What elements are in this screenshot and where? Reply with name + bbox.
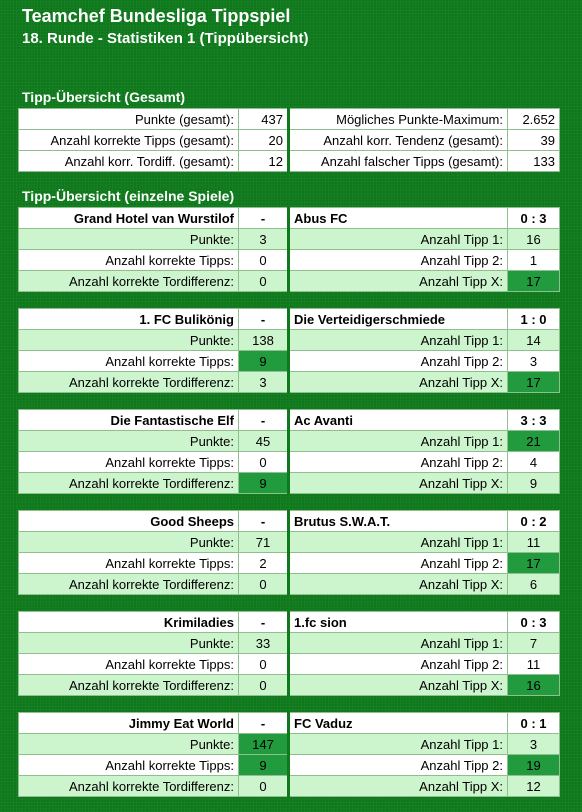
page-subtitle: 18. Runde - Statistiken 1 (Tippübersicht) [22,30,309,47]
correct-label: Anzahl korrekte Tipps: [19,250,239,271]
overall-value: 39 [508,130,560,151]
correct-label: Anzahl korrekte Tipps: [19,452,239,473]
points-label: Punkte: [19,229,239,250]
game-table [18,409,560,494]
overall-row [19,151,560,172]
tipx-value: 12 [508,776,560,797]
points-value: 45 [239,431,289,452]
tipx-label: Anzahl Tipp X: [289,574,508,595]
tipx-value: 16 [508,675,560,696]
tip2-value: 3 [508,351,560,372]
points-value: 3 [239,229,289,250]
away-team: Ac Avanti [289,410,508,431]
tip1-label: Anzahl Tipp 1: [289,229,508,250]
stat-row [19,250,560,271]
diff-value: 0 [239,574,289,595]
game-header [19,612,560,633]
tipx-label: Anzahl Tipp X: [289,776,508,797]
overall-value: 133 [508,151,560,172]
game-header [19,511,560,532]
stat-row [19,776,560,797]
page-title: Teamchef Bundesliga Tippspiel [22,6,291,26]
game-header [19,713,560,734]
tip1-value: 11 [508,532,560,553]
diff-value: 3 [239,372,289,393]
overall-row [19,109,560,130]
match-score: 0 : 1 [508,713,560,734]
overall-label: Punkte (gesamt): [19,109,239,130]
diff-value: 9 [239,473,289,494]
points-label: Punkte: [19,330,239,351]
stat-row [19,755,560,776]
stat-row [19,351,560,372]
tip1-label: Anzahl Tipp 1: [289,532,508,553]
away-team: 1.fc sion [289,612,508,633]
match-score: 0 : 3 [508,208,560,229]
home-team: Krimiladies [19,612,239,633]
diff-label: Anzahl korrekte Tordifferenz: [19,473,239,494]
stat-row [19,553,560,574]
diff-value: 0 [239,675,289,696]
correct-value: 0 [239,654,289,675]
tip2-label: Anzahl Tipp 2: [289,351,508,372]
tipx-label: Anzahl Tipp X: [289,372,508,393]
tip1-label: Anzahl Tipp 1: [289,330,508,351]
game-header [19,208,560,229]
diff-label: Anzahl korrekte Tordifferenz: [19,675,239,696]
tipx-value: 6 [508,574,560,595]
overall-label: Anzahl korr. Tordiff. (gesamt): [19,151,239,172]
vs-dash: - [239,410,289,431]
away-team: FC Vaduz [289,713,508,734]
stat-row [19,574,560,595]
game-table [18,207,560,292]
tipx-value: 9 [508,473,560,494]
points-value: 33 [239,633,289,654]
vs-dash: - [239,612,289,633]
overall-label: Anzahl korrekte Tipps (gesamt): [19,130,239,151]
tip2-label: Anzahl Tipp 2: [289,654,508,675]
match-score: 3 : 3 [508,410,560,431]
stat-row [19,271,560,292]
tip2-value: 19 [508,755,560,776]
diff-label: Anzahl korrekte Tordifferenz: [19,271,239,292]
game-header [19,309,560,330]
vs-dash: - [239,713,289,734]
tip1-value: 14 [508,330,560,351]
points-label: Punkte: [19,532,239,553]
tipx-label: Anzahl Tipp X: [289,271,508,292]
correct-label: Anzahl korrekte Tipps: [19,553,239,574]
correct-value: 9 [239,351,289,372]
tipx-label: Anzahl Tipp X: [289,473,508,494]
diff-label: Anzahl korrekte Tordifferenz: [19,372,239,393]
tip1-value: 7 [508,633,560,654]
overall-value: 2.652 [508,109,560,130]
tip2-label: Anzahl Tipp 2: [289,755,508,776]
tip1-label: Anzahl Tipp 1: [289,734,508,755]
points-label: Punkte: [19,633,239,654]
match-score: 0 : 3 [508,612,560,633]
stat-row [19,633,560,654]
tip2-value: 4 [508,452,560,473]
overall-label: Mögliches Punkte-Maximum: [289,109,508,130]
stat-row [19,229,560,250]
overall-heading: Tipp-Übersicht (Gesamt) [22,89,186,105]
game-header [19,410,560,431]
vs-dash: - [239,309,289,330]
tip2-label: Anzahl Tipp 2: [289,452,508,473]
points-value: 138 [239,330,289,351]
points-label: Punkte: [19,734,239,755]
overall-label: Anzahl falscher Tipps (gesamt): [289,151,508,172]
tipx-value: 17 [508,271,560,292]
stat-row [19,675,560,696]
points-value: 147 [239,734,289,755]
points-label: Punkte: [19,431,239,452]
correct-value: 2 [239,553,289,574]
games-heading: Tipp-Übersicht (einzelne Spiele) [22,188,235,204]
stat-row [19,532,560,553]
away-team: Brutus S.W.A.T. [289,511,508,532]
correct-label: Anzahl korrekte Tipps: [19,351,239,372]
stat-row [19,372,560,393]
match-score: 0 : 2 [508,511,560,532]
stat-row [19,654,560,675]
tip1-value: 21 [508,431,560,452]
diff-label: Anzahl korrekte Tordifferenz: [19,776,239,797]
stat-row [19,452,560,473]
points-value: 71 [239,532,289,553]
tip1-label: Anzahl Tipp 1: [289,431,508,452]
tip2-value: 17 [508,553,560,574]
tipx-value: 17 [508,372,560,393]
game-table [18,308,560,393]
game-table [18,611,560,696]
tip2-label: Anzahl Tipp 2: [289,250,508,271]
diff-value: 0 [239,271,289,292]
home-team: Jimmy Eat World [19,713,239,734]
tip1-value: 16 [508,229,560,250]
tip2-label: Anzahl Tipp 2: [289,553,508,574]
overall-value: 12 [239,151,289,172]
tip1-value: 3 [508,734,560,755]
correct-value: 9 [239,755,289,776]
diff-label: Anzahl korrekte Tordifferenz: [19,574,239,595]
home-team: Good Sheeps [19,511,239,532]
stat-row [19,473,560,494]
diff-value: 0 [239,776,289,797]
overall-table [18,108,560,172]
home-team: 1. FC Bulikönig [19,309,239,330]
correct-value: 0 [239,250,289,271]
correct-label: Anzahl korrekte Tipps: [19,654,239,675]
away-team: Abus FC [289,208,508,229]
home-team: Grand Hotel van Wurstilof [19,208,239,229]
stat-row [19,330,560,351]
correct-value: 0 [239,452,289,473]
tipx-label: Anzahl Tipp X: [289,675,508,696]
overall-label: Anzahl korr. Tendenz (gesamt): [289,130,508,151]
game-table [18,510,560,595]
home-team: Die Fantastische Elf [19,410,239,431]
overall-row [19,130,560,151]
vs-dash: - [239,208,289,229]
match-score: 1 : 0 [508,309,560,330]
stat-row [19,431,560,452]
tip2-value: 1 [508,250,560,271]
overall-value: 20 [239,130,289,151]
overall-value: 437 [239,109,289,130]
stat-row [19,734,560,755]
tip1-label: Anzahl Tipp 1: [289,633,508,654]
tip2-value: 11 [508,654,560,675]
game-table [18,712,560,797]
vs-dash: - [239,511,289,532]
correct-label: Anzahl korrekte Tipps: [19,755,239,776]
away-team: Die Verteidigerschmiede [289,309,508,330]
